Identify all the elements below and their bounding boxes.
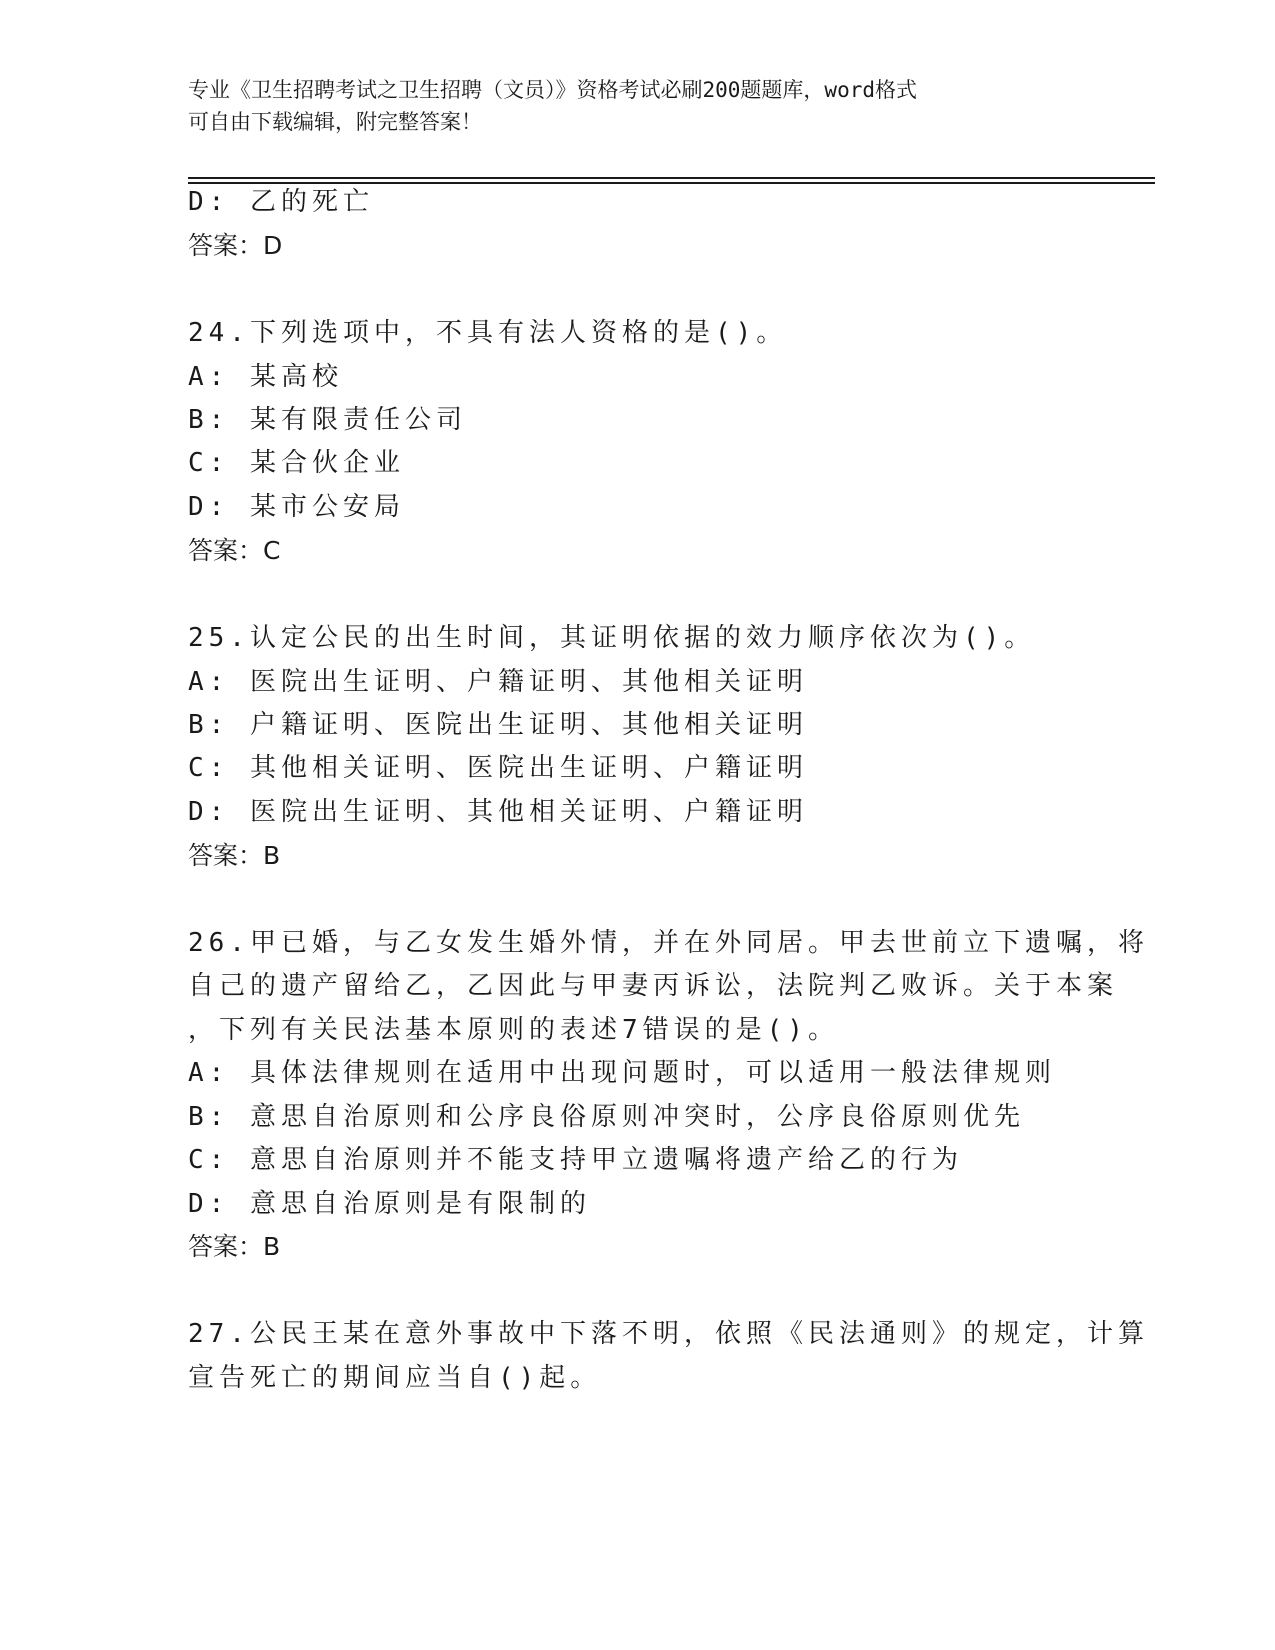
q26-question-line-2: 自己的遗产留给乙，乙因此与甲妻丙诉讼，法院判乙败诉。关于本案: [188, 971, 1119, 1001]
q25-option-a: A: 医院出生证明、户籍证明、其他相关证明: [188, 667, 808, 697]
header-divider-bottom: [188, 182, 1155, 184]
q27-question-line-2: 宣告死亡的期间应当自()起。: [188, 1363, 602, 1393]
q24-option-b: B: 某有限责任公司: [188, 405, 467, 435]
q26-option-c: C: 意思自治原则并不能支持甲立遗嘱将遗产给乙的行为: [188, 1145, 963, 1175]
q25-option-c: C: 其他相关证明、医院出生证明、户籍证明: [188, 753, 808, 783]
prev-answer: 答案：D: [188, 231, 283, 260]
q26-option-a: A: 具体法律规则在适用中出现问题时，可以适用一般法律规则: [188, 1058, 1056, 1088]
q24-question: 24.下列选项中，不具有法人资格的是()。: [188, 318, 788, 348]
q25-question: 25.认定公民的出生时间，其证明依据的效力顺序依次为()。: [188, 623, 1036, 653]
q25-option-d: D: 医院出生证明、其他相关证明、户籍证明: [188, 797, 808, 827]
header-line-2: 可自由下载编辑，附完整答案！: [188, 110, 482, 134]
q25-answer: 答案：B: [188, 841, 281, 870]
q26-option-b: B: 意思自治原则和公序良俗原则冲突时，公序良俗原则优先: [188, 1102, 1025, 1132]
prev-option-d: D: 乙的死亡: [188, 187, 374, 217]
header-line-1: 专业《卫生招聘考试之卫生招聘（文员）》资格考试必刷200题题库，word格式: [188, 78, 917, 102]
q27-question-line-1: 27.公民王某在意外事故中下落不明，依照《民法通则》的规定，计算: [188, 1319, 1149, 1349]
q24-option-c: C: 某合伙企业: [188, 448, 405, 478]
header-divider-top: [188, 177, 1155, 179]
q24-answer: 答案：C: [188, 536, 281, 565]
document-header: [188, 74, 1068, 138]
q26-answer: 答案：B: [188, 1232, 281, 1261]
q24-option-a: A: 某高校: [188, 362, 343, 392]
q26-option-d: D: 意思自治原则是有限制的: [188, 1189, 591, 1219]
q24-option-d: D: 某市公安局: [188, 492, 405, 522]
q26-question-line-1: 26.甲已婚，与乙女发生婚外情，并在外同居。甲去世前立下遗嘱，将: [188, 928, 1149, 958]
q26-question-line-3: ，下列有关民法基本原则的表述7错误的是()。: [188, 1015, 839, 1045]
q25-option-b: B: 户籍证明、医院出生证明、其他相关证明: [188, 710, 808, 740]
